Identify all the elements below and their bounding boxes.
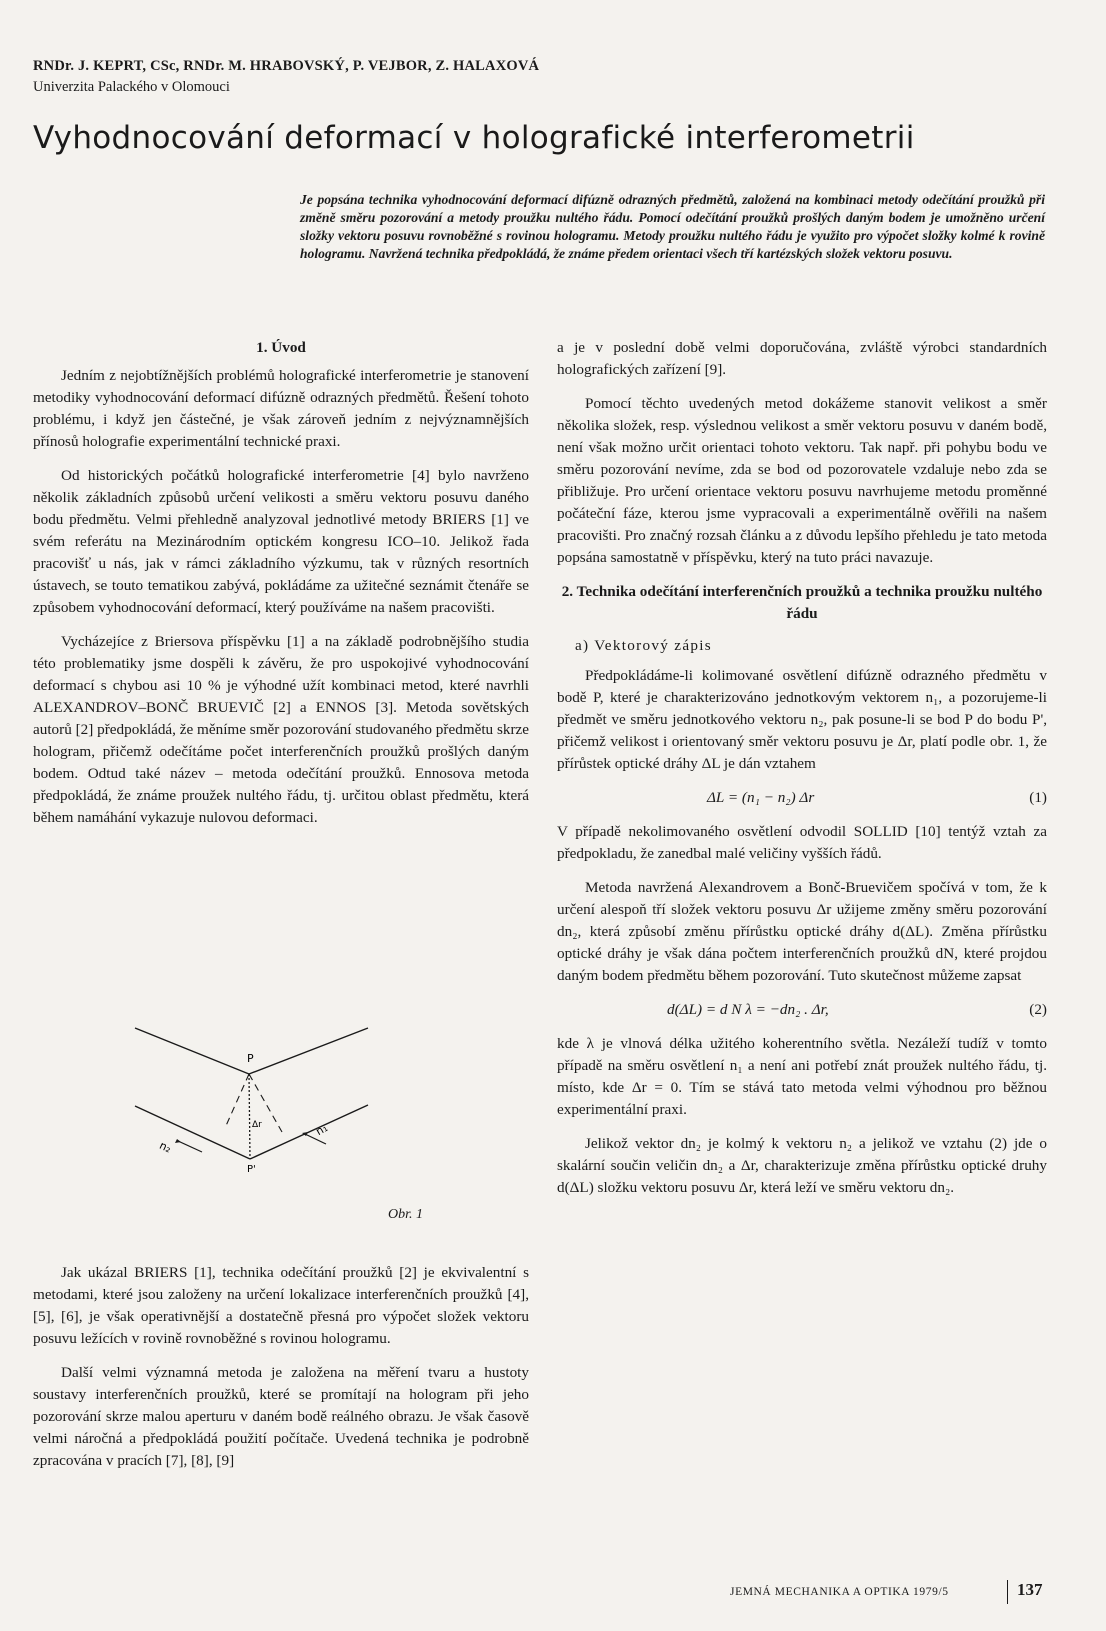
- equation-2: [557, 999, 1047, 1021]
- section-heading-intro: 1. Úvod: [256, 339, 306, 356]
- paragraph: Předpokládáme-li kolimované osvětlení difúzně odrazného předmětu v bodě P, které je charakterizováno jednotkovým vektorem n₁, a pozorujeme-li předmět ve směru jednotkového vektoru n₂, pak posune-li se bod P do bodu P', přičemž velikost i orientovaný směr vektoru posuvu je Δr, platí podle obr. 1, že přírůstek optické dráhy ΔL je dán vztahem: [557, 667, 1047, 772]
- section-heading-technique: 2. Technika odečítání interferenčních proužků a technika proužku nultého řádu: [561, 583, 1043, 622]
- journal-footer: JEMNÁ MECHANIKA A OPTIKA 1979/5: [730, 1586, 949, 1598]
- paragraph: Jak ukázal BRIERS [1], technika odečítání proužků [2] je ekvivalentní s metodami, které jsou založeny na určení lokalizace interferenčních proužků [4], [5], [6], je však operativnější a dostatečně přesná pro výpočet složek vektoru posuvu ležících v rovině rovnoběžné s rovinou hologramu.: [33, 1264, 529, 1347]
- figure-1-diagram: [130, 1022, 450, 1232]
- right-column: [557, 337, 1047, 1211]
- equation-1: [557, 787, 1047, 809]
- delta-r-label: Δr: [252, 1120, 262, 1130]
- paragraph: Od historických počátků holografické interferometrie [4] bylo navrženo několik základních způsobů určení velikosti a směru vektoru posuvu daného bodu předmětu. Velmi přehledně analyzoval jednotlivé metody BRIERS [1] ve svém referátu na Mezinárodním optickém kongresu ICO–10. Jelikož řada pracovišť u nás, jak v rámci základního výzkumu, tak v různých resortních ústavech, se touto tematikou zabývá, pokládáme za užitečné seznámit čtenáře se způsobem vyhodnocování deformací, který používáme na našem pracovišti.: [33, 467, 529, 616]
- article-title: Vyhodnocování deformací v holografické interferometrii: [33, 120, 915, 156]
- left-column: [33, 337, 529, 841]
- subsection-heading: a) Vektorový zápis: [575, 637, 712, 654]
- point-p-prime-label: P': [247, 1164, 256, 1175]
- footer-divider: [1007, 1580, 1008, 1604]
- point-p-label: P: [247, 1052, 254, 1065]
- paragraph: Další velmi významná metoda je založena na měření tvaru a hustoty soustavy interferenčních proužků, které se promítají na hologram při jeho pozorování skrze malou aperturu v daném bodě reálného obrazu. Je však časově velmi náročná a předpokládá použití počítače. Uvedená technika je podrobně zpracována v pracích [7], [8], [9]: [33, 1364, 529, 1469]
- paragraph: Jedním z nejobtížnějších problémů holografické interferometrie je stanovení metodiky vyhodnocování deformací difúzně odrazných předmětů. Řešení tohoto problému, i když jen částečné, je však zároveň jedním z nejvýznamnějších přínosů holografie experimentální technické praxi.: [33, 367, 529, 450]
- paragraph: kde λ je vlnová délka užitého koherentního světla. Nezáleží tudíž v tomto případě na směru osvětlení n₁ a není ani potřebí znát proužek nultého řádu, tj. místo, kde Δr = 0. Tím se stává tato metoda velmi výhodnou pro běžnou experimentální praxi.: [557, 1035, 1047, 1118]
- paragraph: Vycházejíce z Briersova příspěvku [1] a na základě podrobnějšího studia této problematiky jsme dospěli k závěru, že pro uspokojivé vyhodnocování deformací s chybou asi 10 % je výhodné užít kombinaci metod, které navrhli ALEXANDROV–BONČ BRUEVIČ [2] a ENNOS [3]. Metoda sovětských autorů [2] předpokládá, že měníme směr pozorování studovaného předmětu skrze hologram, přičemž odečítáme počet interferenčních proužků prošlých daným bodem. Odtud také název – metoda odečítání proužků. Ennosova metoda předpokládá, že známe proužek nultého řádu, tj. určitou oblast předmětu, která během namáhání vykazuje nulovou deformaci.: [33, 633, 529, 826]
- figure-caption: Obr. 1: [388, 1207, 424, 1222]
- paragraph: a je v poslední době velmi doporučována, zvláště výrobci standardních holografických zařízení [9].: [557, 339, 1047, 378]
- n2-label: n₂: [157, 1138, 174, 1156]
- paragraph: V případě nekolimovaného osvětlení odvodil SOLLID [10] tentýž vztah za předpokladu, že zanedbal malé veličiny vyšších řádů.: [557, 823, 1047, 862]
- left-column-lower: [33, 1262, 529, 1484]
- paragraph: Metoda navržená Alexandrovem a Bonč-Bruevičem spočívá v tom, že k určení alespoň tří složek vektoru posuvu Δr užijeme změny směru pozorování dn₂, která způsobí změnu přírůstku optické dráhy d(ΔL). Změna přírůstku optické dráhy je však dána počtem interferenčních proužků dN, které projdou daným bodem předmětu během pozorování. Tuto skutečnost můžeme zapsat: [557, 879, 1047, 984]
- affiliation: Univerzita Palackého v Olomouci: [33, 79, 230, 95]
- abstract: Je popsána technika vyhodnocování deformací difúzně odrazných předmětů, založená na kombinaci metody odečítání proužků při změně směru pozorování a metody proužku nultého řádu. Pomocí odečítání proužků prošlých daným bodem je umožněno určení složky vektoru posuvu rovnoběžné s rovinou hologramu. Metody proužku nultého řádu je využito pro výpočet složky kolmé k rovině hologramu. Navržená technika předpokládá, že známe předem orientaci všech tří kartézských složek vektoru posuvu.: [300, 192, 1045, 261]
- equation-2-body: d(ΔL) = d N λ = −dn₂ . Δr,: [667, 1001, 829, 1018]
- equation-1-number: (1): [1029, 789, 1047, 806]
- equation-2-number: (2): [1029, 1001, 1047, 1018]
- n1-label: n₁: [313, 1121, 330, 1139]
- paragraph: Jelikož vektor dn₂ je kolmý k vektoru n₂ a jelikož ve vztahu (2) jde o skalární součin veličin dn₂ a Δr, charakterizuje změna přírůstku optické druhy d(ΔL) složku vektoru posuvu Δr, která leží ve směru vektoru dn₂.: [557, 1135, 1047, 1196]
- authors: RNDr. J. KEPRT, CSc, RNDr. M. HRABOVSKÝ, P. VEJBOR, Z. HALAXOVÁ: [33, 58, 540, 74]
- page-number: 137: [1017, 1580, 1043, 1599]
- equation-1-body: ΔL = (n₁ − n₂) Δr: [707, 789, 815, 806]
- paragraph: Pomocí těchto uvedených metod dokážeme stanovit velikost a směr několika složek, resp. výslednou velikost a směr vektoru posuvu v daném bodě, není však možno určit orientaci tohoto vektoru. Tak např. při pohybu bodu ve směru pozorování nevíme, zda se bod od pozorovatele vzdaluje nebo zda se přibližuje. Pro určení orientace vektoru posuvu navrhujeme metodu proměnné počáteční fáze, kterou jsme vypracovali a experimentálně ověřili na našem pracovišti. Pro značný rozsah článku a z důvodu lepšího přehledu je tato metoda popsána samostatně v příspěvku, který na tuto práci navazuje.: [557, 395, 1047, 566]
